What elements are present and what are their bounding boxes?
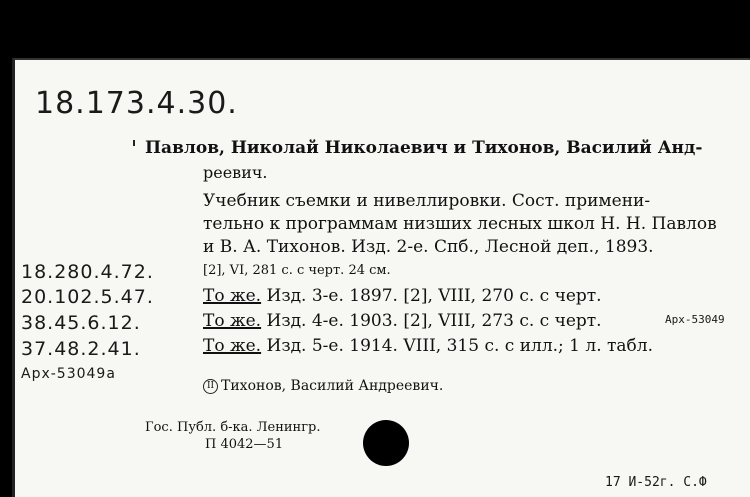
same-label: То же. — [203, 286, 262, 306]
author-heading: Павлов, Николай Николаевич и Тихонов, Василий Анд- — [145, 138, 703, 158]
edition-line-3 — [203, 286, 602, 306]
handwritten-number-4: 37.48.2.41. — [21, 338, 141, 360]
edition-line-4 — [203, 311, 602, 331]
edition-line-5 — [203, 336, 653, 356]
collation: [2], VI, 281 с. с черт. 24 см. — [203, 263, 391, 278]
punch-hole — [363, 420, 409, 466]
edition-text: Изд. 3-е. 1897. [2], VIII, 270 с. с черт. — [261, 286, 602, 306]
handwritten-number-2: 20.102.5.47. — [21, 286, 154, 308]
title-line-1: Учебник съемки и нивеллировки. Сост. примени- — [203, 191, 651, 211]
added-entry-text: Тихонов, Василий Андреевич. — [221, 378, 444, 394]
title-line-3: и В. А. Тихонов. Изд. 2-е. Спб., Лесной деп., 1893. — [203, 237, 654, 257]
added-entry — [203, 378, 443, 394]
author-heading-continued: реевич. — [203, 163, 268, 182]
holding-library: Гос. Публ. б-ка. Ленингр. — [145, 420, 321, 435]
tracing-marker-icon: II — [203, 379, 218, 394]
handwritten-number-1: 18.280.4.72. — [21, 261, 154, 283]
edition-text: Изд. 4-е. 1903. [2], VIII, 273 с. с черт. — [261, 311, 602, 331]
heading-mark — [133, 140, 135, 146]
catalog-card — [12, 58, 750, 497]
holding-code: П 4042—51 — [205, 437, 284, 452]
same-label: То же. — [203, 311, 262, 331]
title-line-2: тельно к программам низших лесных школ Н. Н. Павлов — [203, 214, 717, 234]
handwritten-archive-note: Арх-53049 — [665, 313, 725, 326]
handwritten-number-5: Арх-53049а — [21, 366, 116, 382]
edition-text: Изд. 5-е. 1914. VIII, 315 с. с илл.; 1 л. табл. — [261, 336, 653, 356]
handwritten-number-3: 38.45.6.12. — [21, 312, 141, 334]
bottom-code: 17 И-52г. С.Ф — [605, 475, 707, 490]
call-number: 18.173.4.30. — [35, 86, 238, 121]
same-label: То же. — [203, 336, 262, 356]
